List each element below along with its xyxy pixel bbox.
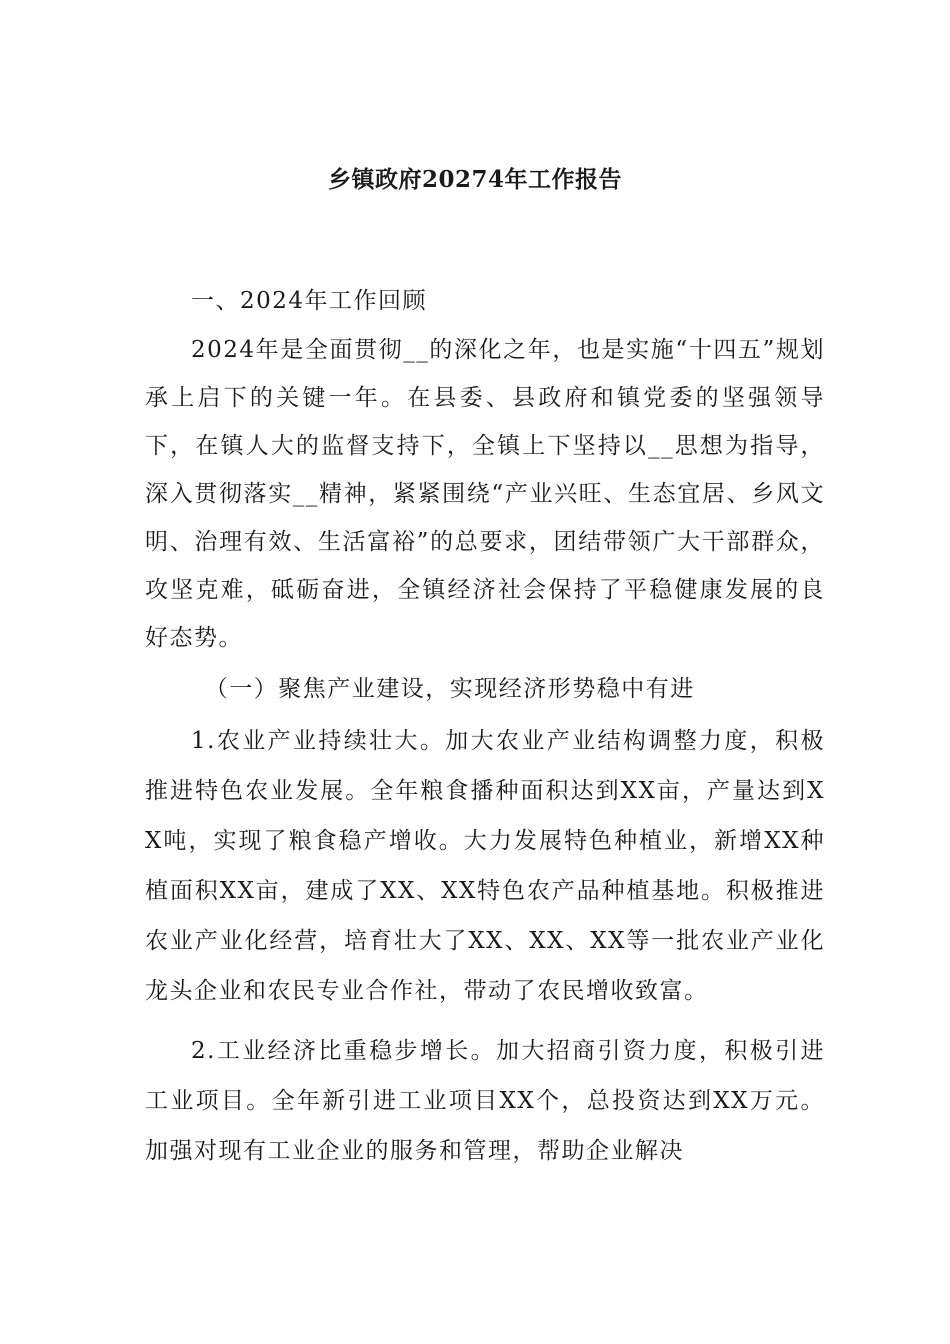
subsection-heading-industry: （一）聚焦产业建设，实现经济形势稳中有进 xyxy=(204,676,695,702)
document-title: 乡镇政府20274年工作报告 xyxy=(327,166,623,193)
document-body xyxy=(145,278,825,1176)
section-heading-review: 一、2024年工作回顾 xyxy=(191,288,428,314)
paragraph-agriculture: 1.农业产业持续壮大。加大农业产业结构调整力度，积极推进特色农业发展。全年粮食播种面积达到XX亩，产量达到XX吨，实现了粮食稳产增收。大力发展特色种植业，新增XX种植面积XX亩，建成了XX、XX特色农产品种植基地。积极推进农业产业化经营，培育壮大了XX、XX、XX等一批农业产业化龙头企业和农民专业合作社，带动了农民增收致富。 xyxy=(145,728,825,1004)
intro-paragraph: 2024年是全面贯彻__的深化之年，也是实施“十四五”规划承上启下的关键一年。在县委、县政府和镇党委的坚强领导下，在镇人大的监督支持下，全镇上下坚持以__思想为指导，深入贯彻落实__精神，紧紧围绕“产业兴旺、生态宜居、乡风文明、治理有效、生活富裕”的总要求，团结带领广大干部群众，攻坚克难，砥砺奋进，全镇经济社会保持了平稳健康发展的良好态势。 xyxy=(145,337,825,651)
paragraph-industry: 2.工业经济比重稳步增长。加大招商引资力度，积极引进工业项目。全年新引进工业项目XX个，总投资达到XX万元。加强对现有工业企业的服务和管理，帮助企业解决 xyxy=(145,1038,825,1164)
